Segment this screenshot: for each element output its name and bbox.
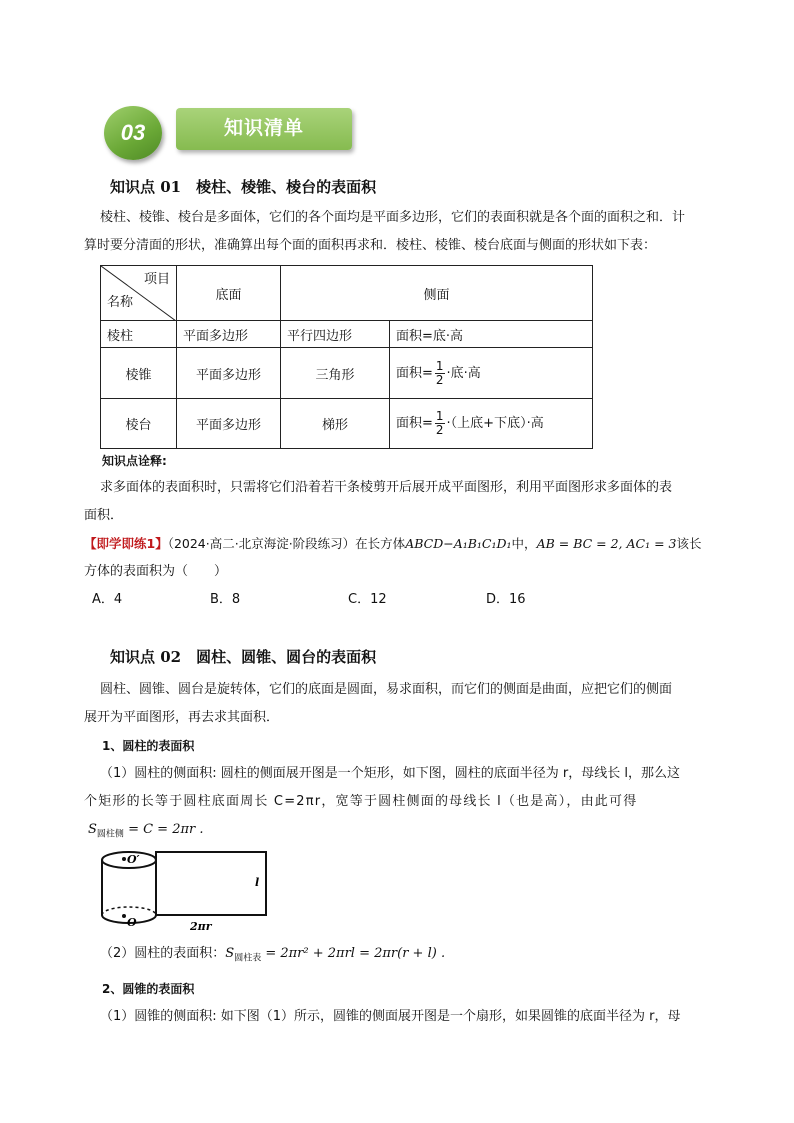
- label-bottom-center: O: [127, 916, 137, 929]
- exercise-tail: 该长: [676, 536, 702, 551]
- row-area-formula: 面积=底·高: [390, 321, 593, 348]
- option-c[interactable]: C．12: [348, 592, 387, 607]
- surface-area-prefix: （2）圆柱的表面积：: [100, 946, 226, 961]
- row-side-shape: 平行四边形: [281, 321, 390, 348]
- row-name: 棱柱: [101, 321, 177, 348]
- option-a[interactable]: A．4: [92, 592, 123, 607]
- fraction-denominator: 2: [435, 423, 444, 437]
- row-area-formula: [390, 399, 593, 449]
- formula-body: = C = 2πr .: [128, 822, 204, 837]
- polyhedron-shape-table: [100, 265, 593, 449]
- section-number: 03: [120, 120, 146, 145]
- knowledge-point-01-heading: 知识点 01 棱柱、棱锥、棱台的表面积: [110, 178, 377, 196]
- cylinder-unfold-figure: [100, 848, 270, 934]
- paragraph-line: 展开为平面图形，再去求其面积．: [84, 710, 280, 725]
- table-row: [101, 399, 593, 449]
- paragraph-line: 算时要分清面的形状，准确算出每个面的面积再求和．棱柱、棱锥、棱台底面与侧面的形状如下表：: [84, 238, 657, 253]
- fraction-half: [435, 410, 445, 437]
- paragraph-line: 棱柱、棱锥、棱台是多面体，它们的各个面均是平面多边形，它们的表面积就是各个面的面积之和．计: [100, 210, 686, 225]
- corner-header-item: 项目: [143, 272, 170, 287]
- formula-symbol: S: [88, 822, 97, 837]
- fraction-denominator: 2: [435, 372, 444, 387]
- label-width: 2πr: [190, 920, 212, 933]
- subsection-title: 1、圆柱的表面积: [102, 739, 195, 753]
- area-suffix: ·底·高: [446, 365, 481, 381]
- area-suffix: ·（上底+下底）·高: [446, 416, 544, 431]
- option-b[interactable]: B．8: [210, 592, 241, 607]
- row-base: 平面多边形: [177, 399, 281, 449]
- note-line: 求多面体的表面积时，只需将它们沿着若干条棱剪开后展开成平面图形，利用平面图形求多面体的表: [100, 480, 673, 495]
- section-banner-title: 知识清单: [223, 117, 304, 139]
- subsection-title: 2、圆锥的表面积: [102, 982, 195, 996]
- fraction-numerator: 1: [435, 358, 444, 373]
- row-area-formula: [390, 348, 593, 399]
- formula-subscript: 圆柱表: [234, 953, 262, 964]
- area-prefix: 面积=: [396, 365, 433, 381]
- exercise-line-2: 方体的表面积为（ ）: [84, 564, 228, 579]
- surface-area-line: [100, 940, 445, 973]
- option-d[interactable]: D．16: [486, 592, 526, 607]
- note-line: 面积．: [84, 508, 124, 523]
- lateral-area-formula: [88, 816, 204, 849]
- column-header-side: 侧面: [281, 266, 593, 321]
- formula-subscript: 圆柱侧: [96, 829, 124, 840]
- formula-symbol: S: [225, 946, 235, 961]
- row-side-shape: 三角形: [281, 348, 390, 399]
- label-height: l: [255, 876, 260, 889]
- paragraph-line: （1）圆锥的侧面积: 如下图（1）所示，圆锥的侧面展开图是一个扇形，如果圆锥的底面半径为 r，母: [100, 1009, 681, 1024]
- note-title: 知识点诠释:: [102, 454, 167, 468]
- paragraph-line: 个矩形的长等于圆柱底面周长 C=2πr，宽等于圆柱侧面的母线长 l（也是高），由此可得: [84, 794, 638, 809]
- exercise-tag: 【即学即练1】: [84, 536, 168, 551]
- row-side-shape: 梯形: [281, 399, 390, 449]
- paragraph-line: 圆柱、圆锥、圆台是旋转体，它们的底面是圆面，易求面积，而它们的侧面是曲面，应把它们的侧面: [100, 682, 673, 697]
- table-corner-cell: [101, 266, 177, 321]
- exercise-math-solid: ABCD−A₁B₁C₁D₁: [405, 536, 512, 551]
- fraction-half: [435, 360, 445, 387]
- formula-body: = 2πr² + 2πrl = 2πr(r + l) .: [265, 946, 446, 961]
- column-header-base: 底面: [177, 266, 281, 321]
- row-base: 平面多边形: [177, 348, 281, 399]
- exercise-source: （2024·高二·北京海淀·阶段练习）在长方体: [167, 536, 406, 551]
- row-name: 棱台: [101, 399, 177, 449]
- exercise-line: [84, 530, 702, 558]
- exercise-mid: 中，: [511, 536, 537, 551]
- corner-header-name: 名称: [107, 295, 134, 310]
- area-prefix: 面积=: [396, 416, 433, 431]
- table-row: [101, 321, 593, 348]
- paragraph-line: （1）圆柱的侧面积: 圆柱的侧面展开图是一个矩形，如下图，圆柱的底面半径为 r，母线长 l，那么这: [100, 766, 681, 781]
- row-base: 平面多边形: [177, 321, 281, 348]
- exercise-condition: AB = BC = 2, AC₁ = 3: [536, 536, 677, 551]
- knowledge-point-02-heading: 知识点 02 圆柱、圆锥、圆台的表面积: [110, 648, 377, 666]
- row-name: 棱锥: [101, 348, 177, 399]
- table-row: [101, 348, 593, 399]
- label-top-center: O′: [127, 853, 140, 866]
- fraction-numerator: 1: [435, 409, 444, 423]
